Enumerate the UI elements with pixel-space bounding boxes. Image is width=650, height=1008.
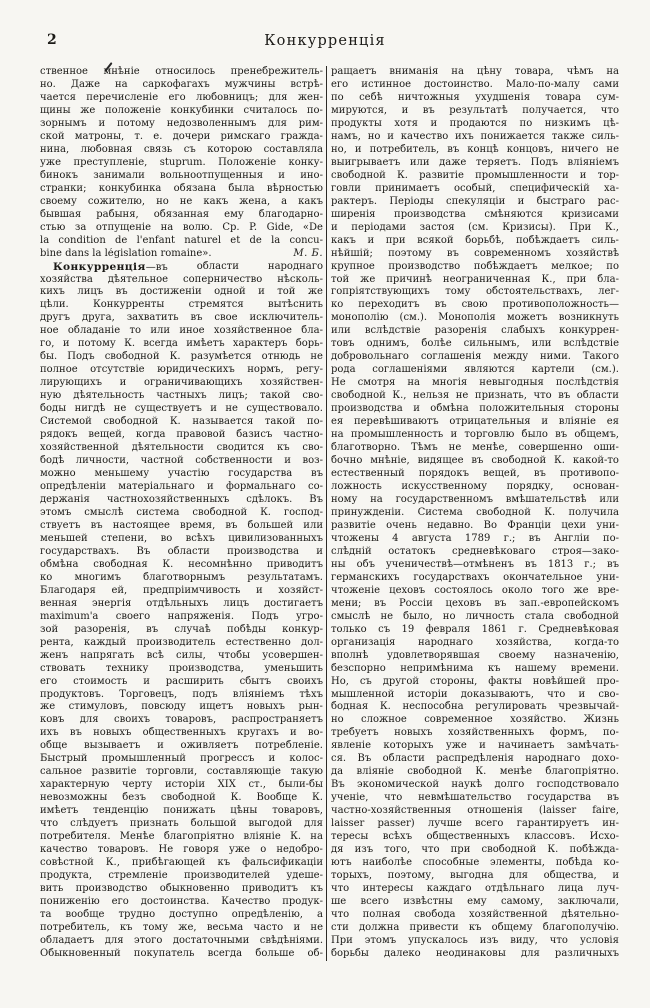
- text-line: этомъ смыслѣ система свободной К. господ-: [40, 506, 323, 518]
- text-line: Не смотря на многія невыгодныя послѣдствія: [331, 377, 619, 389]
- text-line: потребитель, къ тому же, весьма часто и не: [40, 921, 323, 933]
- text-line: обще вызываетъ и оживляетъ потребленіе.: [40, 740, 323, 752]
- text-line: намъ, но и качество ихъ понижается также силь-: [331, 130, 619, 142]
- text-line: безспорно непримѣнима къ нашему времени.: [331, 662, 619, 674]
- text-line: нина, любовная связь съ которою составляла: [40, 143, 323, 155]
- text-line: щины же положеніе конкубинки считалось по-: [40, 104, 323, 116]
- text-line: Конкурренція—въ области народнаго: [53, 260, 323, 273]
- text-line: хозяйства дѣятельное соперничество нѣсколь-: [40, 273, 323, 285]
- text-line: сальное развитіе торговли, составляющіе такую: [40, 766, 323, 778]
- text-line: благотворно. Тѣмъ не менѣе, совершенно оши-: [331, 442, 619, 454]
- text-line: странки; конкубинка обязана была вѣрностью: [40, 182, 323, 194]
- text-line: производства и обмѣна положительныя стороны: [331, 403, 619, 415]
- text-line: его стоимость и расширить сбытъ своихъ: [40, 675, 323, 687]
- text-line: только съ 19 февраля 1861 г. Средневѣковая: [331, 623, 619, 635]
- text-line: ложность искусственному порядку, основан-: [331, 481, 619, 492]
- text-line: какъ и при всякой борьбѣ, побѣждаетъ силь-: [331, 234, 619, 246]
- text-line: имѣетъ тенденцію понижать цѣны товаровъ,: [40, 805, 323, 817]
- page-number: 2: [47, 32, 58, 48]
- text-line: да вліяніе свободной К. менѣе благопріятно.: [331, 766, 619, 778]
- text-line: бинокъ занимали вольноотпущенныя и ино-: [40, 169, 323, 181]
- text-line: же стимуловъ, повсюду ищетъ новыхъ рын-: [40, 701, 323, 713]
- text-line: бочно мнѣніе, видящее въ свободной К. какой-то: [331, 455, 619, 467]
- text-line: мируются, и въ результатѣ получается, что: [331, 104, 619, 116]
- text-line: частно-хозяйственныя отношенія (laisser faire,: [331, 805, 619, 817]
- text-line: го, и потому К. всегда имѣетъ характеръ борь-: [40, 338, 323, 350]
- text-line: ко переходитъ въ свою противоположность—: [331, 299, 619, 311]
- text-line: ученіе, что невмѣшательство государства въ: [331, 792, 619, 804]
- text-line: мени; въ Россіи цеховъ въ зап.-европейскомъ: [331, 597, 619, 609]
- text-line: рента, каждый производитель естественно дол-: [40, 636, 323, 648]
- text-line: требуетъ новыхъ хозяйственныхъ формъ, по-: [331, 727, 619, 739]
- text-line: меньшей степени, во всѣхъ цивилизованныхъ: [40, 532, 323, 544]
- text-line: невозможны безъ свободной К. Вообще К.: [40, 792, 323, 804]
- text-line: другъ друга, захватить въ свое исключитель-: [40, 312, 323, 324]
- column-divider: [326, 66, 327, 961]
- text-line: нѣйшій; поэтому въ современномъ хозяйствѣ: [331, 247, 619, 259]
- text-line: la condition de l'enfant naturel et de la concu-: [40, 234, 323, 246]
- text-line: государствахъ. Въ области производства и: [40, 545, 323, 557]
- text-line: бодная К. неспособна регулировать чрезвычай-: [331, 701, 619, 713]
- text-line: ствовать технику производства, уменьшить: [40, 662, 323, 674]
- entry-term: Конкурренція: [53, 260, 146, 273]
- text-line: слѣдній остатокъ средневѣковаго строя—зако-: [331, 545, 619, 557]
- page-header: [0, 0, 650, 62]
- text-line: ихъ въ новыхъ общественныхъ кругахъ и во-: [40, 727, 323, 739]
- text-line: принужденіи. Система свободной К. получила: [331, 506, 619, 518]
- text-line: цѣли. Конкурренты стремятся вытѣснить: [40, 299, 323, 311]
- text-line: рядокъ вещей, когда правовой базисъ частно-: [40, 429, 323, 441]
- text-line: что слѣдуетъ признать большой выгодой для: [40, 818, 323, 830]
- text-line: той же причинѣ неограниченная К., при бла-: [331, 273, 619, 285]
- text-line: можно меньшему участію государства въ: [40, 468, 323, 480]
- text-line: Обыкновенный покупатель всегда больше об-: [40, 947, 323, 959]
- text-line: добровольнаго соглашенія между ними. Такого: [331, 351, 619, 363]
- text-line: дя изъ того, что при свободной К. побѣжда-: [331, 844, 619, 856]
- running-title: Конкурренція: [264, 33, 386, 49]
- text-line: монополію (см.). Монополія можетъ возникнуть: [331, 312, 619, 324]
- text-line: тересы всѣхъ общественныхъ классовъ. Исхо-: [331, 831, 619, 843]
- text-line: мышленной исторіи доказываютъ, что и сво-: [331, 688, 619, 700]
- text-line: Въ экономической наукѣ долго господствовало: [331, 779, 619, 791]
- text-line: полное отсутствіе юридическихъ нормъ, регу-: [40, 364, 323, 376]
- text-line: ному на государственномъ вмѣшательствѣ или: [331, 493, 619, 505]
- text-line: вполнѣ удовлетворявшая своему назначенію,: [331, 649, 619, 661]
- text-line: крупное производство побѣждаетъ мелкое; по: [331, 260, 619, 272]
- text-line: явленіе которыхъ уже и начинаетъ замѣчать-: [331, 740, 619, 752]
- text-line: рода соглашеніями являются картели (см.).: [331, 364, 619, 376]
- text-line: сти должна привести къ общему благополучію.: [331, 921, 619, 933]
- text-line: зой разоренія, въ случаѣ побѣды конкур-: [40, 623, 323, 635]
- text-line: laisser passer) лучше всего гарантируетъ ин-: [331, 818, 619, 830]
- text-line: ея перевѣшиваютъ отрицательныя и вліяніе ея: [331, 416, 619, 428]
- text-line: или вслѣдствіе разоренія слабыхъ конкуррен-: [331, 325, 619, 337]
- text-line: по себѣ ничтожныя ухудшенія товара сум-: [331, 91, 619, 103]
- text-line: лирующихъ и ограничивающихъ хозяйствен-: [40, 377, 323, 389]
- text-line: ковъ для своихъ товаровъ, распространяетъ: [40, 714, 323, 726]
- text-line: бодѣ личности, частной собственности и воз-: [40, 455, 323, 467]
- text-line: продукта, стремленіе производителей удеше-: [40, 870, 323, 882]
- text-line: обмѣна свободная К. несомнѣнно приводитъ: [40, 558, 323, 570]
- text-line: продукты хотя и продаются по низкимъ цѣ-: [331, 117, 619, 129]
- text-line: хозяйственной дѣятельности сводится къ сво-: [40, 442, 323, 454]
- text-line: бы. Подъ свободной К. разумѣется отнюдь не: [40, 351, 323, 363]
- text-line: что полная свобода хозяйственной дѣятельно-: [331, 908, 619, 920]
- text-line: характерную черту исторіи XIX ст., были-бы: [40, 779, 323, 791]
- text-line: торыхъ, поэтому, выгодна для общества, и: [331, 870, 619, 882]
- text-line: качество товаровъ. Не говоря уже о недобро-: [40, 844, 323, 856]
- text-line: Системой свободной К. называется такой по-: [40, 416, 323, 428]
- text-line: товъ однимъ, болѣе сильнымъ, или вслѣдствіе: [331, 338, 619, 350]
- text-line: bine dans la législation romaine». М. Б.: [40, 247, 323, 259]
- text-line: ширенія производства смѣняются кризисами: [331, 208, 619, 220]
- text-line: чтожены 4 августа 1789 г.; въ Англіи по-: [331, 532, 619, 544]
- right-column: [331, 66, 619, 961]
- text-line: держанія частнохозяйственныхъ сдѣлокъ. Въ: [40, 493, 323, 505]
- text-line: чтоженіе цеховъ состоялось около того же вре-: [331, 584, 619, 596]
- text-line: Благодаря ей, предпріимчивость и хозяйст-: [40, 584, 323, 596]
- left-column: [40, 66, 323, 961]
- text-line: та вообще трудно доступно опредѣленію, а: [40, 908, 323, 920]
- text-line: что интересы каждаго отдѣльнаго лица луч-: [331, 883, 619, 895]
- text-line: Быстрый промышленный прогрессъ и колос-: [40, 753, 323, 765]
- text-line: но, и потребитель, въ концѣ концовъ, ничего не: [331, 143, 619, 155]
- text-line: maximum'а своего напряженія. Подъ угро-: [40, 610, 323, 622]
- text-line: но сложное современное хозяйство. Жизнь: [331, 714, 619, 726]
- text-columns: [40, 66, 619, 961]
- text-line: вить производство обыкновенно приводитъ къ: [40, 883, 323, 895]
- text-line: ской матроны, т. е. дочери римскаго гражда-: [40, 130, 323, 142]
- author-signature: М. Б.: [293, 247, 323, 259]
- text-line: женъ напрягать всѣ силы, чтобы усовершен-: [40, 649, 323, 661]
- text-line: ше всего извѣстны ему самому, заключали,: [331, 896, 619, 907]
- text-line: ны объ ученичествѣ—отмѣненъ въ 1813 г.; въ: [331, 558, 619, 570]
- text-line: ся. Въ области распредѣленія народнаго дохо-: [331, 753, 619, 765]
- text-line: При этомъ упускалось изъ виду, что условія: [331, 934, 619, 946]
- text-line: потребителя. Менѣе благопріятно вліяніе К. на: [40, 831, 323, 843]
- text-line: кихъ лицъ въ достиженіи одной и той же: [40, 286, 323, 298]
- text-line: но. Даже на саркофагахъ мужчины встрѣ-: [40, 78, 323, 90]
- text-line: ную дѣятельность частныхъ лицъ; такой сво-: [40, 390, 323, 402]
- text-line: уже преступленіе, stuprum. Положеніе конку-: [40, 156, 323, 168]
- text-line: ютъ наиболѣе способные элементы, побѣда ко-: [331, 857, 619, 869]
- text-line: свободной К., нельзя не признать, что въ области: [331, 390, 619, 402]
- text-line: ное обладаніе то или иное хозяйственное бла-: [40, 325, 323, 337]
- text-line: совѣстной К., прибѣгающей къ фальсификаціи: [40, 857, 323, 869]
- text-line: рактеръ. Періоды спекуляціи и быстраго рас-: [331, 195, 619, 207]
- text-line: на промышленность и торговлю было въ общемъ,: [331, 429, 619, 441]
- text-line: смыслѣ не было, но личность стала свободной: [331, 610, 619, 622]
- text-line: венная энергія отдѣльныхъ лицъ достигаетъ: [40, 597, 323, 609]
- text-line: говли принимаетъ особый, специфическій ха-: [331, 182, 619, 194]
- text-line: германскихъ государствахъ окончательное уни-: [331, 571, 619, 583]
- text-line: стью за отпущеніе на волю. Ср. P. Gide, «De: [40, 221, 323, 233]
- text-line: организація народнаго хозяйства, когда-то: [331, 636, 619, 648]
- text-line: ственное мнѣніе относилось пренебрежитель-: [40, 66, 323, 77]
- text-line: продуктовъ. Торговецъ, подъ вліяніемъ тѣхъ: [40, 688, 323, 700]
- text-line: пониженію его достоинства. Качество продук-: [40, 896, 323, 907]
- text-line: свободной К. развитіе промышленности и тор-: [331, 169, 619, 181]
- text-line: Но, съ другой стороны, факты новѣйшей про-: [331, 675, 619, 687]
- text-line: боды нигдѣ не существуетъ и не существовало.: [40, 403, 323, 415]
- text-line: обладаетъ для этого достаточными свѣдѣніями.: [40, 934, 323, 946]
- text-line: ствуетъ въ настоящее время, въ большей или: [40, 519, 323, 531]
- text-line: чается перечисленіе его любовницъ; для жен-: [40, 91, 323, 103]
- text-line: и періодами застоя (см. Кризисы). При К.,: [331, 221, 619, 233]
- text-line: опредѣленіи матеріальнаго и формальнаго со-: [40, 481, 323, 492]
- text-line: ко многимъ благотворнымъ результатамъ.: [40, 571, 323, 583]
- text-line: своему сожителю, но не какъ жена, а какъ: [40, 195, 323, 207]
- text-line: выигрываетъ или даже теряетъ. Подъ вліяніемъ: [331, 156, 619, 168]
- text-line: бывшая рабыня, обязанная ему благодарно-: [40, 208, 323, 220]
- text-line: ращаетъ вниманія на цѣну товара, чѣмъ на: [331, 66, 619, 77]
- text-line: гопріятствующихъ тому обстоятельствахъ, лег-: [331, 286, 619, 298]
- text-line: его истинное достоинство. Мало-по-малу сами: [331, 78, 619, 90]
- text-line: развитіе очень недавно. Во Франціи цехи уни-: [331, 519, 619, 531]
- text-line: борьбы далеко неодинаковы для различныхъ: [331, 947, 619, 959]
- text-line: зорнымъ и потому недозволеннымъ для рим-: [40, 117, 323, 129]
- text-line: естественный порядокъ вещей, въ противопо-: [331, 468, 619, 480]
